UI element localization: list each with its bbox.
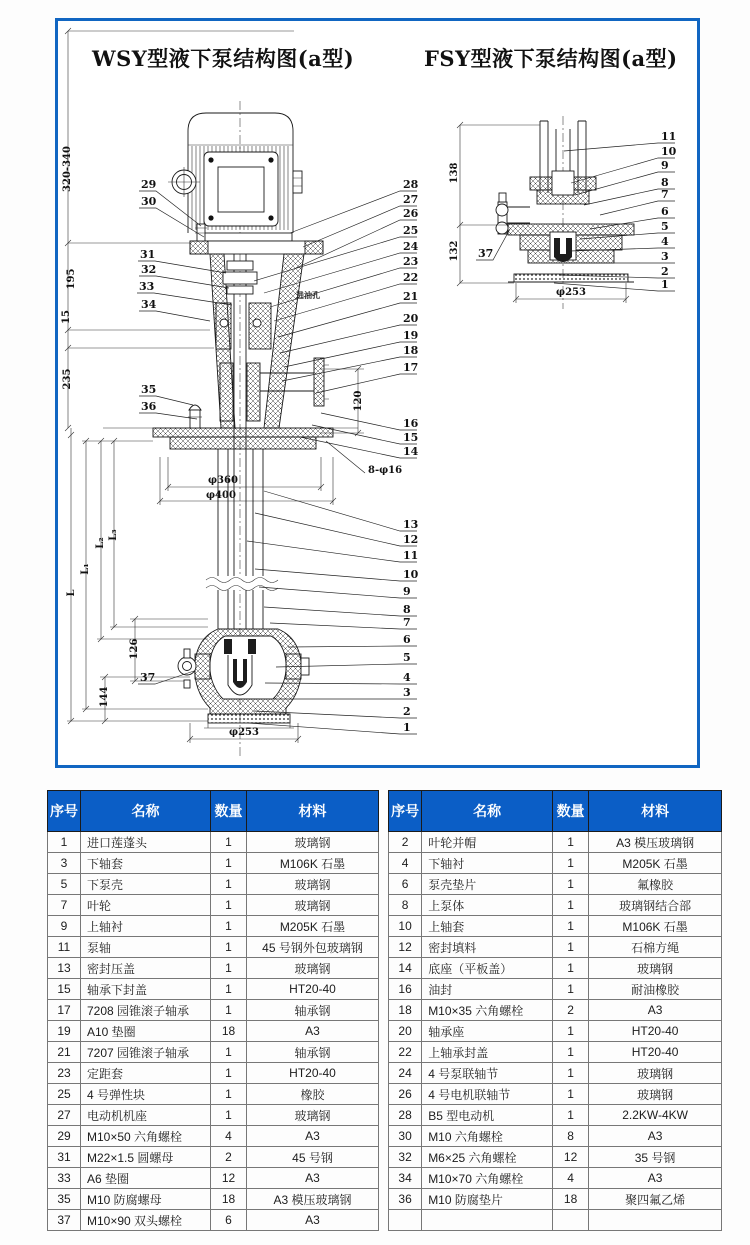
dimension-label: φ400 — [206, 490, 236, 501]
table-row — [48, 832, 379, 853]
table-cell: 1 — [552, 916, 588, 937]
table-cell: 玻璃钢 — [589, 1063, 722, 1084]
table-cell: M106K 石墨 — [589, 916, 722, 937]
table-row — [48, 895, 379, 916]
table-cell: 上轴衬 — [81, 916, 211, 937]
dimension-label: 235 — [62, 368, 73, 390]
callout-number: 7 — [403, 616, 411, 629]
table-row — [48, 1021, 379, 1042]
table-cell: 密封压盖 — [81, 958, 211, 979]
table-cell — [389, 1210, 422, 1231]
table-cell: 12 — [552, 1147, 588, 1168]
table-cell: 45 号钢 — [247, 1147, 379, 1168]
table-cell: A10 垫圈 — [81, 1021, 211, 1042]
fsy-drawing — [457, 116, 634, 309]
table-cell: A3 — [247, 1021, 379, 1042]
table-cell: 4 — [211, 1126, 247, 1147]
table-cell: 轴承座 — [422, 1021, 553, 1042]
table-cell: M10×50 六角螺栓 — [81, 1126, 211, 1147]
diagram-panel — [55, 18, 700, 768]
callout-number: 24 — [403, 240, 419, 253]
table-cell: 18 — [211, 1021, 247, 1042]
parts-table — [47, 790, 379, 1231]
table-row — [389, 937, 722, 958]
pump-diagram-svg — [58, 21, 697, 765]
callout-number: 9 — [403, 585, 411, 598]
table-cell: M10×90 双头螺栓 — [81, 1210, 211, 1231]
dimension-label: 144 — [99, 686, 110, 708]
table-cell: A3 模压玻璃钢 — [247, 1189, 379, 1210]
callout-number: 14 — [403, 445, 419, 458]
table-row — [48, 916, 379, 937]
table-cell: 25 — [48, 1084, 81, 1105]
callout-number: 13 — [403, 518, 419, 531]
table-row — [48, 937, 379, 958]
callout-number: 4 — [661, 235, 669, 248]
table-cell: 1 — [48, 832, 81, 853]
table-cell: 2 — [211, 1147, 247, 1168]
dimension-label: 120 — [353, 390, 364, 412]
table-cell: 进口莲蓬头 — [81, 832, 211, 853]
table-cell: 15 — [48, 979, 81, 1000]
table-cell: 4 — [552, 1168, 588, 1189]
table-cell: 上泵体 — [422, 895, 553, 916]
dimension-label: 138 — [449, 162, 460, 184]
leader-line — [139, 311, 210, 321]
table-cell: 8 — [552, 1126, 588, 1147]
table-row — [48, 1105, 379, 1126]
table-row — [389, 1042, 722, 1063]
table-cell: 4 号泵联轴节 — [422, 1063, 553, 1084]
parts-table — [388, 790, 722, 1231]
callout-number: 3 — [403, 686, 411, 699]
callout-number: 6 — [661, 205, 669, 218]
table-cell: B5 型电动机 — [422, 1105, 553, 1126]
table-cell: 3 — [48, 853, 81, 874]
table-row — [389, 916, 722, 937]
table-row — [389, 1210, 722, 1231]
callout-number: 37 — [478, 247, 494, 260]
table-cell: 17 — [48, 1000, 81, 1021]
callout-number: 30 — [141, 195, 157, 208]
table-row — [48, 1147, 379, 1168]
table-cell: M10 六角螺栓 — [422, 1126, 553, 1147]
table-cell: 玻璃钢结合部 — [589, 895, 722, 916]
table-cell: 叶轮 — [81, 895, 211, 916]
dimension-label: 320-340 — [62, 146, 73, 192]
table-cell: 玻璃钢 — [589, 958, 722, 979]
callout-number: 12 — [403, 533, 419, 546]
callout-number: 3 — [661, 250, 669, 263]
callout-number: 6 — [403, 633, 411, 646]
table-cell: 13 — [48, 958, 81, 979]
callout-number: 5 — [661, 220, 669, 233]
callout-number: 28 — [403, 178, 419, 191]
table-cell: 1 — [552, 853, 588, 874]
callout-number: 4 — [403, 671, 411, 684]
dimension-label: L — [66, 589, 77, 597]
table-cell: 31 — [48, 1147, 81, 1168]
leader-line — [248, 723, 417, 734]
callout-number: 19 — [403, 329, 419, 342]
callout-number: 7 — [661, 188, 669, 201]
table-cell: 叶轮并帽 — [422, 832, 553, 853]
table-cell: 1 — [211, 895, 247, 916]
dimension-label: 132 — [449, 240, 460, 262]
table-cell: 玻璃钢 — [247, 895, 379, 916]
table-row — [389, 1105, 722, 1126]
wsy-title: WSY型液下泵结构图(a型) — [92, 46, 355, 71]
wsy-drawing — [65, 28, 365, 757]
callout-number: 35 — [141, 383, 157, 396]
table-cell: 底座（平板盖） — [422, 958, 553, 979]
table-cell: 23 — [48, 1063, 81, 1084]
table-cell — [552, 1210, 588, 1231]
table-cell: 1 — [552, 1084, 588, 1105]
table-cell: A3 — [589, 1168, 722, 1189]
table-cell: 玻璃钢 — [247, 958, 379, 979]
table-cell: 12 — [389, 937, 422, 958]
table-cell: 12 — [211, 1168, 247, 1189]
table-cell: 4 号电机联轴节 — [422, 1084, 553, 1105]
table-cell: 5 — [48, 874, 81, 895]
callout-number: 18 — [403, 344, 419, 357]
dimension-label: 8-φ16 — [368, 465, 403, 476]
parts-table-left — [47, 790, 378, 1231]
header-cell: 材料 — [589, 791, 722, 832]
table-cell: 轴承钢 — [247, 1000, 379, 1021]
table-cell: A3 — [247, 1126, 379, 1147]
table-row — [48, 958, 379, 979]
fsy-title: FSY型液下泵结构图(a型) — [424, 46, 678, 71]
callout-number: 37 — [140, 671, 156, 684]
callout-number: 1 — [403, 721, 411, 734]
table-cell: M22×1.5 圆螺母 — [81, 1147, 211, 1168]
table-cell: 1 — [211, 1063, 247, 1084]
table-cell: A6 垫圈 — [81, 1168, 211, 1189]
table-cell: 玻璃钢 — [247, 832, 379, 853]
table-row — [48, 1126, 379, 1147]
table-cell: 27 — [48, 1105, 81, 1126]
table-cell: 7 — [48, 895, 81, 916]
table-cell: 2 — [552, 1000, 588, 1021]
table-cell: 1 — [211, 916, 247, 937]
header-cell: 序号 — [389, 791, 422, 832]
table-cell: 1 — [211, 1084, 247, 1105]
table-cell: A3 — [589, 1000, 722, 1021]
leader-line — [139, 413, 197, 419]
table-cell: 电动机机座 — [81, 1105, 211, 1126]
table-cell: 1 — [552, 1021, 588, 1042]
table-cell: 1 — [552, 874, 588, 895]
callout-number: 22 — [403, 271, 419, 284]
table-cell: HT20-40 — [247, 1063, 379, 1084]
dimension-label: φ253 — [556, 287, 586, 298]
table-cell: 6 — [389, 874, 422, 895]
table-cell: 37 — [48, 1210, 81, 1231]
dimension-label: L₃ — [108, 529, 119, 541]
table-cell: 定距套 — [81, 1063, 211, 1084]
table-cell: 密封填料 — [422, 937, 553, 958]
leader-line — [270, 623, 417, 629]
table-row — [389, 979, 722, 1000]
table-row — [389, 1189, 722, 1210]
table-cell: 上轴套 — [422, 916, 553, 937]
fsy-callouts-right — [554, 130, 677, 291]
callout-number: 10 — [403, 568, 419, 581]
table-row — [389, 1126, 722, 1147]
callout-number: 8 — [403, 603, 411, 616]
table-cell: 21 — [48, 1042, 81, 1063]
table-cell: M10×35 六角螺栓 — [422, 1000, 553, 1021]
callout-number: 36 — [141, 400, 157, 413]
table-row — [48, 853, 379, 874]
dimension-label: φ253 — [229, 727, 259, 738]
table-cell: A3 — [247, 1168, 379, 1189]
table-cell: 34 — [389, 1168, 422, 1189]
table-cell: HT20-40 — [589, 1021, 722, 1042]
parts-table-right — [388, 790, 722, 1231]
table-row — [48, 979, 379, 1000]
table-cell: 下泵壳 — [81, 874, 211, 895]
dimension-label: 195 — [66, 268, 77, 290]
table-cell: 耐油橡胶 — [589, 979, 722, 1000]
table-cell: 36 — [389, 1189, 422, 1210]
table-cell: 20 — [389, 1021, 422, 1042]
table-cell: 1 — [211, 958, 247, 979]
table-cell: 29 — [48, 1126, 81, 1147]
table-row — [48, 1063, 379, 1084]
leader-line — [255, 569, 417, 581]
table-row — [389, 1147, 722, 1168]
table-cell: 35 — [48, 1189, 81, 1210]
header-row — [48, 791, 379, 832]
callout-number: 15 — [403, 431, 419, 444]
header-cell: 名称 — [422, 791, 553, 832]
table-cell: 油封 — [422, 979, 553, 1000]
table-cell: 氟橡胶 — [589, 874, 722, 895]
table-cell: M10 防腐垫片 — [422, 1189, 553, 1210]
oil-hole-annotation: 进油孔 — [296, 291, 320, 300]
table-cell: A3 — [247, 1210, 379, 1231]
table-cell: 45 号钢外包玻璃钢 — [247, 937, 379, 958]
table-cell: 9 — [48, 916, 81, 937]
table-cell: 10 — [389, 916, 422, 937]
table-cell: 1 — [552, 958, 588, 979]
callout-number: 26 — [403, 207, 419, 220]
table-cell: 18 — [389, 1000, 422, 1021]
leader-line — [300, 437, 417, 458]
leader-line — [255, 513, 417, 546]
leader-line — [284, 342, 417, 367]
table-row — [389, 1084, 722, 1105]
callout-number: 8 — [661, 176, 669, 189]
table-cell: 4 号弹性块 — [81, 1084, 211, 1105]
table-cell: 泵壳垫片 — [422, 874, 553, 895]
table-cell: M10 防腐螺母 — [81, 1189, 211, 1210]
table-cell: 玻璃钢 — [247, 1105, 379, 1126]
callout-number: 5 — [403, 651, 411, 664]
leader-line — [264, 491, 417, 531]
table-cell: 1 — [552, 1105, 588, 1126]
table-cell: M6×25 六角螺栓 — [422, 1147, 553, 1168]
table-row — [389, 874, 722, 895]
callout-number: 29 — [141, 178, 157, 191]
table-cell: 下轴套 — [81, 853, 211, 874]
dimension-label: L₁ — [80, 563, 91, 575]
table-cell: M10×70 六角螺栓 — [422, 1168, 553, 1189]
callout-number: 34 — [141, 298, 157, 311]
table-cell: M205K 石墨 — [247, 916, 379, 937]
table-cell: 1 — [552, 1063, 588, 1084]
table-cell: 30 — [389, 1126, 422, 1147]
leader-line — [259, 587, 417, 598]
table-cell: 18 — [211, 1189, 247, 1210]
table-cell: 聚四氟乙烯 — [589, 1189, 722, 1210]
table-cell: 22 — [389, 1042, 422, 1063]
callout-number: 2 — [403, 705, 411, 718]
table-row — [389, 853, 722, 874]
table-row — [48, 1042, 379, 1063]
table-cell: M205K 石墨 — [589, 853, 722, 874]
table-cell: 1 — [211, 853, 247, 874]
table-cell: 28 — [389, 1105, 422, 1126]
table-row — [389, 895, 722, 916]
callout-number: 2 — [661, 265, 669, 278]
table-row — [389, 1021, 722, 1042]
table-row — [389, 832, 722, 853]
table-cell: 24 — [389, 1063, 422, 1084]
table-cell: 6 — [211, 1210, 247, 1231]
table-cell: A3 模压玻璃钢 — [589, 832, 722, 853]
table-cell: 1 — [211, 979, 247, 1000]
table-cell: 7208 园锥滚子轴承 — [81, 1000, 211, 1021]
callout-number: 32 — [141, 263, 157, 276]
callout-number: 1 — [661, 278, 669, 291]
callout-number: 27 — [403, 193, 419, 206]
table-cell: HT20-40 — [589, 1042, 722, 1063]
table-row — [389, 958, 722, 979]
table-cell: 1 — [552, 979, 588, 1000]
table-cell: 泵轴 — [81, 937, 211, 958]
callout-number: 17 — [403, 361, 419, 374]
callout-number: 20 — [403, 312, 419, 325]
table-cell: 11 — [48, 937, 81, 958]
table-row — [389, 1168, 722, 1189]
table-row — [389, 1000, 722, 1021]
callout-number: 11 — [403, 549, 419, 562]
table-row — [48, 1189, 379, 1210]
table-row — [48, 1168, 379, 1189]
callout-number: 33 — [139, 280, 155, 293]
table-cell: A3 — [589, 1126, 722, 1147]
header-cell: 数量 — [552, 791, 588, 832]
leader-line — [280, 325, 417, 353]
table-cell: 2.2KW-4KW — [589, 1105, 722, 1126]
callout-number: 9 — [661, 159, 669, 172]
table-cell: 1 — [211, 1042, 247, 1063]
callout-number: 16 — [403, 417, 419, 430]
table-cell: 26 — [389, 1084, 422, 1105]
leader-line — [290, 191, 417, 233]
table-cell: 1 — [211, 874, 247, 895]
table-cell: HT20-40 — [247, 979, 379, 1000]
header-cell: 数量 — [211, 791, 247, 832]
leader-line — [564, 143, 675, 151]
table-cell: 35 号钢 — [589, 1147, 722, 1168]
leader-line — [264, 607, 417, 616]
table-cell: 7207 园锥滚子轴承 — [81, 1042, 211, 1063]
table-cell — [589, 1210, 722, 1231]
table-cell: 1 — [211, 1000, 247, 1021]
header-row — [389, 791, 722, 832]
table-row — [389, 1063, 722, 1084]
callout-number: 25 — [403, 224, 419, 237]
callout-number: 23 — [403, 255, 419, 268]
table-row — [48, 1084, 379, 1105]
leader-line — [278, 303, 417, 337]
table-cell: 石棉方绳 — [589, 937, 722, 958]
leader-line — [139, 208, 204, 237]
table-cell: M106K 石墨 — [247, 853, 379, 874]
table-cell: 19 — [48, 1021, 81, 1042]
dimension-label: φ360 — [208, 475, 238, 486]
callout-number: 31 — [140, 248, 156, 261]
callout-number: 11 — [661, 130, 677, 143]
table-cell: 1 — [552, 937, 588, 958]
dimension-label: 126 — [129, 638, 140, 660]
table-row — [48, 874, 379, 895]
table-cell — [422, 1210, 553, 1231]
leader-line — [288, 646, 417, 647]
callout-number: 21 — [403, 290, 419, 303]
dimension-label: 15 — [61, 310, 72, 324]
table-cell: 1 — [211, 832, 247, 853]
table-cell: 8 — [389, 895, 422, 916]
header-cell: 序号 — [48, 791, 81, 832]
table-cell: 玻璃钢 — [247, 874, 379, 895]
table-cell: 16 — [389, 979, 422, 1000]
table-cell: 1 — [552, 895, 588, 916]
callout-number: 10 — [661, 145, 677, 158]
leader-line — [316, 374, 417, 393]
table-cell: 轴承下封盖 — [81, 979, 211, 1000]
table-cell: 33 — [48, 1168, 81, 1189]
table-row — [48, 1000, 379, 1021]
header-cell: 材料 — [247, 791, 379, 832]
table-cell: 1 — [211, 937, 247, 958]
table-cell: 4 — [389, 853, 422, 874]
dimension-label: L₂ — [95, 537, 106, 549]
table-cell: 18 — [552, 1189, 588, 1210]
table-cell: 1 — [211, 1105, 247, 1126]
table-cell: 玻璃钢 — [589, 1084, 722, 1105]
table-cell: 下轴衬 — [422, 853, 553, 874]
table-cell: 14 — [389, 958, 422, 979]
table-row — [48, 1210, 379, 1231]
table-cell: 上轴承封盖 — [422, 1042, 553, 1063]
table-cell: 2 — [389, 832, 422, 853]
table-cell: 橡胶 — [247, 1084, 379, 1105]
table-cell: 1 — [552, 832, 588, 853]
table-cell: 1 — [552, 1042, 588, 1063]
header-cell: 名称 — [81, 791, 211, 832]
table-cell: 32 — [389, 1147, 422, 1168]
table-cell: 轴承钢 — [247, 1042, 379, 1063]
